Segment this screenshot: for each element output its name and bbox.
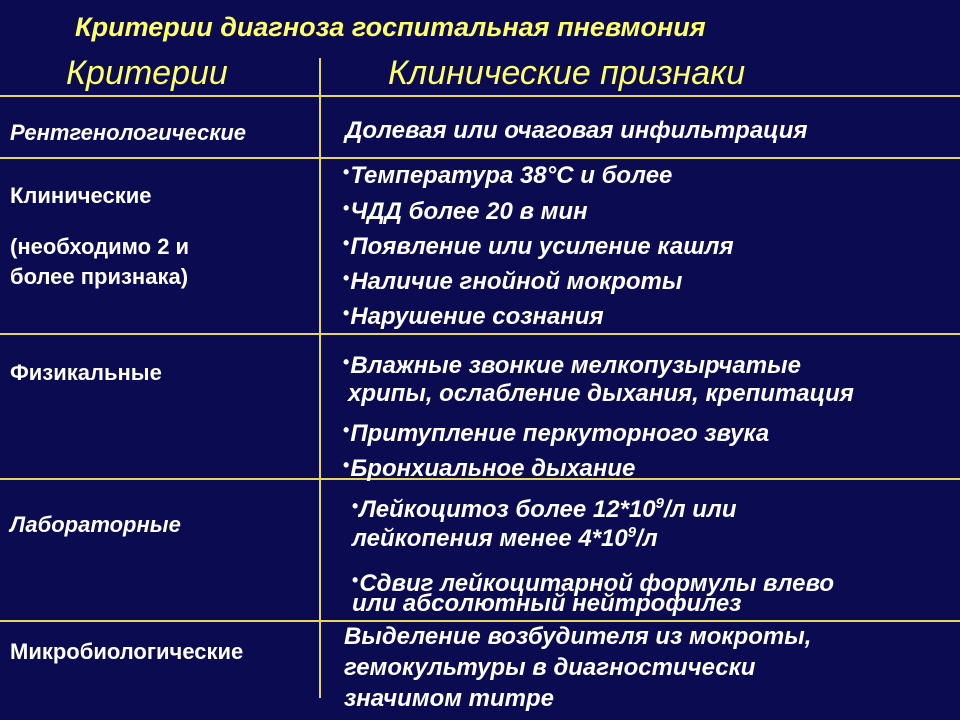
lab-sign xyxy=(352,492,736,524)
bullet: • xyxy=(343,352,350,372)
lab-text: Лейкоцитоз более 12*10 xyxy=(359,496,656,523)
bullet: • xyxy=(352,570,359,590)
clinical-sign-text: Нарушение сознания xyxy=(350,303,604,330)
clinical-sign-text: Появление или усиление кашля xyxy=(350,233,734,260)
lab-text: /л xyxy=(636,525,658,552)
row-divider xyxy=(0,620,960,622)
micro-sign: гемокультуры в диагностически xyxy=(344,654,756,681)
clinical-sign xyxy=(343,158,672,190)
clinical-sign xyxy=(343,264,682,296)
row-label-lab: Лабораторные xyxy=(10,512,181,537)
lab-text: /л или xyxy=(663,496,737,523)
lab-sign-continued xyxy=(352,525,658,553)
col-header-clinical-signs: Клинические признаки xyxy=(388,54,746,92)
column-divider xyxy=(319,58,321,698)
col-header-criteria: Критерии xyxy=(66,54,228,92)
bullet: • xyxy=(352,496,359,516)
physical-sign-text: Притупление перкуторного звука xyxy=(350,420,770,447)
micro-sign: значимом титре xyxy=(344,685,555,712)
row-label-clinical: Клинические xyxy=(10,183,152,208)
clinical-sign-text: Наличие гнойной мокроты xyxy=(350,268,683,295)
physical-sign-continued: хрипы, ослабление дыхания, крепитация xyxy=(348,380,854,407)
lab-sign-continued: или абсолютный нейтрофилез xyxy=(352,590,742,617)
bullet: • xyxy=(343,303,350,323)
lab-superscript: 9 xyxy=(655,495,664,512)
physical-sign xyxy=(343,451,635,483)
clinical-sign xyxy=(343,229,734,261)
physical-sign xyxy=(343,348,801,380)
bullet: • xyxy=(343,198,350,218)
clinical-note: (необходимо 2 и xyxy=(10,234,190,259)
row-label-micro: Микробиологические xyxy=(10,639,244,664)
clinical-note: более признака) xyxy=(10,264,189,289)
lab-text: лейкопения менее 4*10 xyxy=(352,525,628,552)
row-label-xray: Рентгенологические xyxy=(10,120,247,145)
row-label-physical: Физикальные xyxy=(10,360,162,385)
physical-sign-text: Бронхиальное дыхание xyxy=(350,455,636,482)
clinical-sign-text: ЧДД более 20 в мин xyxy=(350,198,588,225)
clinical-sign-text: Температура 38°С и более xyxy=(350,162,673,189)
bullet: • xyxy=(343,268,350,288)
slide-title: Критерии диагноза госпитальная пневмония xyxy=(75,12,706,42)
bullet: • xyxy=(343,455,350,475)
clinical-sign xyxy=(343,299,604,331)
micro-sign: Выделение возбудителя из мокроты, xyxy=(344,623,812,650)
bullet: • xyxy=(343,233,350,253)
lab-superscript: 9 xyxy=(627,524,637,541)
row-divider xyxy=(0,95,960,97)
xray-sign: Долевая или очаговая инфильтрация xyxy=(345,117,808,144)
row-divider xyxy=(0,333,960,335)
bullet: • xyxy=(343,162,350,182)
physical-sign-text: Влажные звонкие мелкопузырчатые xyxy=(350,352,801,379)
clinical-sign xyxy=(343,194,588,226)
bullet: • xyxy=(343,420,350,440)
physical-sign xyxy=(343,416,769,448)
lab-text: Сдвиг лейкоцитарной формулы влево xyxy=(359,570,835,597)
